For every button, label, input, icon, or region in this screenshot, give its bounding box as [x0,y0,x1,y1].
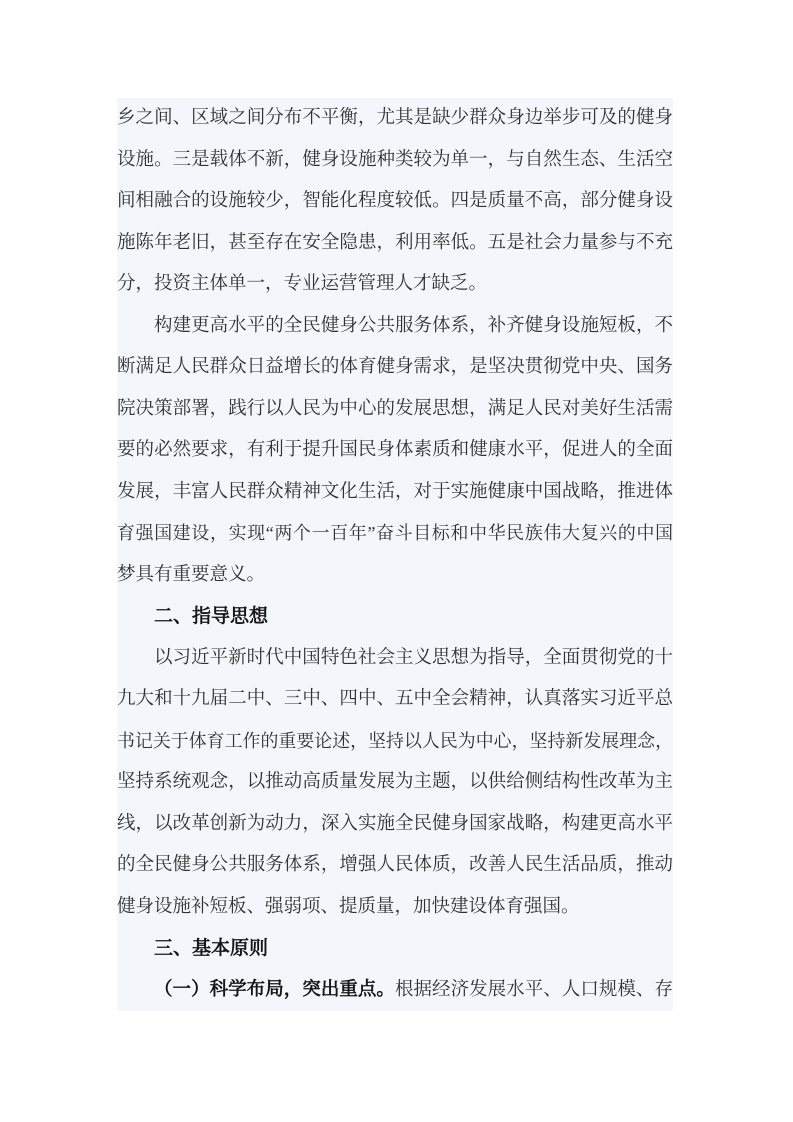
body-line: 的全民健身公共服务体系，增强人民体质，改善人民生活品质，推动 [117,855,673,875]
section-heading-guiding-ideology: 二、指导思想 [154,606,269,627]
body-line: 施陈年老旧，甚至存在安全隐患，利用率低。五是社会力量参与不充 [117,232,673,253]
body-line: 育强国建设，实现“两个一百年”奋斗目标和中华民族伟大复兴的中国 [117,523,673,543]
body-line: 以习近平新时代中国特色社会主义思想为指导，全面贯彻党的十 [154,647,673,668]
principle-1-title: （一）科学布局，突出重点。 [154,979,395,1000]
body-line: 分，投资主体单一，专业运营管理人才缺乏。 [117,274,488,294]
body-line: 线，以改革创新为动力，深入实施全民健身国家战略，构建更高水平 [117,813,673,834]
body-line: 院决策部署，践行以人民为中心的发展思想，满足人民对美好生活需 [117,398,673,419]
body-line: 间相融合的设施较少，智能化程度较低。四是质量不高，部分健身设 [117,191,673,211]
body-line: 书记关于体育工作的重要论述，坚持以人民为中心，坚持新发展理念， [117,730,673,751]
body-line: 健身设施补短板、强弱项、提质量，加快建设体育强国。 [117,896,580,917]
body-line: 发展，丰富人民群众精神文化生活，对于实施健康中国战略，推进体 [117,481,673,502]
body-line: 断满足人民群众日益增长的体育健身需求，是坚决贯彻党中央、国务 [117,357,673,377]
section-heading-basic-principles: 三、基本原则 [154,938,269,959]
body-line: 设施。三是载体不新，健身设施种类较为单一，与自然生态、生活空 [117,149,673,170]
body-line: 九大和十九届二中、三中、四中、五中全会精神，认真落实习近平总 [117,689,673,709]
body-line: 要的必然要求，有利于提升国民身体素质和健康水平，促进人的全面 [117,440,673,460]
body-line: 梦具有重要意义。 [117,564,266,585]
document-text-block [117,98,673,1011]
principle-1-body: 根据经济发展水平、人口规模、存 [394,979,673,1000]
body-line: 乡之间、区域之间分布不平衡，尤其是缺少群众身边举步可及的健身 [117,108,673,128]
body-line: 坚持系统观念，以推动高质量发展为主题，以供给侧结构性改革为主 [117,772,673,792]
body-line: 构建更高水平的全民健身公共服务体系，补齐健身设施短板，不 [154,315,673,336]
body-line [117,970,673,1012]
